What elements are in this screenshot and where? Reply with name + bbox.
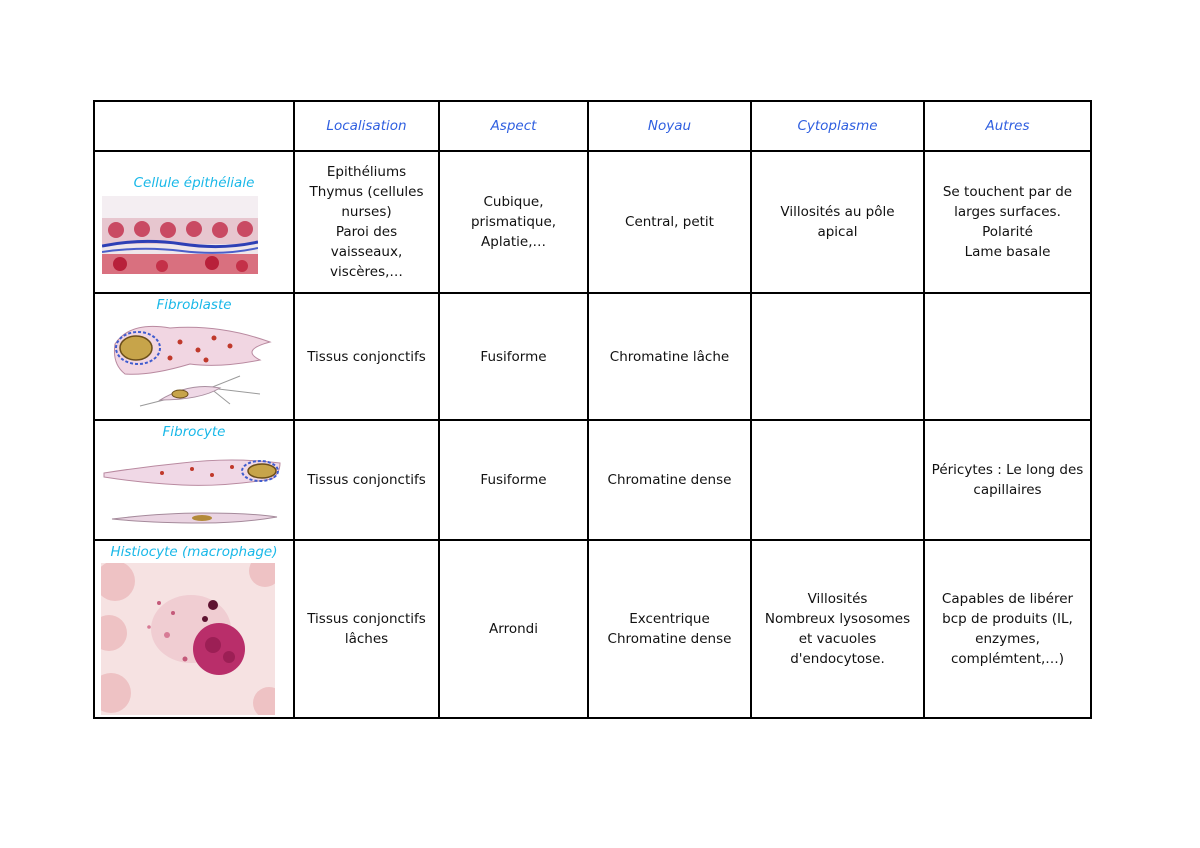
cytoplasme-cell xyxy=(751,293,924,420)
localisation-cell xyxy=(294,540,439,718)
cell-type-cell xyxy=(94,420,294,540)
cell-name: Fibroblaste xyxy=(156,297,232,313)
text-line: Lame basale xyxy=(964,244,1051,260)
text-line: d'endocytose. xyxy=(790,651,885,667)
text-line: Villosités xyxy=(807,591,868,607)
text-line: Fusiforme xyxy=(480,348,547,365)
cytoplasme-cell xyxy=(751,420,924,540)
text-line: Chromatine lâche xyxy=(609,348,730,365)
table-row xyxy=(94,420,1091,540)
text-line: et vacuoles xyxy=(798,631,877,647)
fibroblast-image xyxy=(110,316,280,414)
text-line: Paroi des xyxy=(335,224,398,240)
text-line: viscères,… xyxy=(330,264,403,280)
localisation-cell xyxy=(294,420,439,540)
cell-type-cell xyxy=(94,293,294,420)
autres-cell xyxy=(924,151,1091,293)
text-line: Péricytes : Le long des xyxy=(931,462,1084,478)
cell-name: Fibrocyte xyxy=(162,424,226,440)
autres-cell xyxy=(924,293,1091,420)
text-line: Tissus conjonctifs xyxy=(307,611,426,627)
text-line: Se touchent par de xyxy=(942,184,1073,200)
text-line: enzymes, xyxy=(975,631,1040,647)
header-noyau: Noyau xyxy=(588,101,751,151)
aspect-cell xyxy=(439,420,588,540)
text-line: capillaires xyxy=(973,482,1042,498)
fibrocyte-image xyxy=(102,443,282,533)
text-line: nurses) xyxy=(341,204,392,220)
cytoplasme-cell xyxy=(751,540,924,718)
cell-type-cell xyxy=(94,540,294,718)
text-line: Chromatine dense xyxy=(607,472,732,488)
text-line: prismatique, xyxy=(470,214,557,230)
noyau-cell xyxy=(588,293,751,420)
text-line: Chromatine dense xyxy=(607,631,732,647)
text-line: Arrondi xyxy=(489,621,538,637)
table-row xyxy=(94,151,1091,293)
text-line: Thymus (cellules xyxy=(309,184,424,200)
header-row xyxy=(94,101,1091,151)
text-line: Tissus conjonctifs xyxy=(307,472,426,488)
aspect-cell xyxy=(439,540,588,718)
text-line: complémtent,…) xyxy=(950,651,1065,667)
autres-cell xyxy=(924,540,1091,718)
epithelial-cells-image xyxy=(102,196,258,274)
aspect-cell xyxy=(439,293,588,420)
text-line: apical xyxy=(817,224,858,240)
text-line: Nombreux lysosomes xyxy=(764,611,911,627)
table-row xyxy=(94,293,1091,420)
header-localisation: Localisation xyxy=(294,101,439,151)
text-line: larges surfaces. xyxy=(954,204,1061,220)
text-line: Central, petit xyxy=(625,214,714,230)
header-cytoplasme: Cytoplasme xyxy=(751,101,924,151)
text-line: Epithéliums xyxy=(326,164,407,180)
cell-name: Cellule épithéliale xyxy=(133,175,255,191)
table-row xyxy=(94,540,1091,718)
text-line: Aplatie,… xyxy=(481,234,546,250)
text-line: Villosités au pôle xyxy=(780,204,895,220)
header-aspect: Aspect xyxy=(439,101,588,151)
text-line: Cubique, xyxy=(483,194,544,210)
text-line: Capables de libérer xyxy=(941,591,1074,607)
cell-type-cell xyxy=(94,151,294,293)
cell-comparison-table xyxy=(93,100,1092,719)
aspect-cell xyxy=(439,151,588,293)
localisation-cell xyxy=(294,293,439,420)
macrophage-image xyxy=(101,563,275,715)
text-line: bcp de produits (IL, xyxy=(942,611,1073,627)
autres-cell xyxy=(924,420,1091,540)
noyau-cell xyxy=(588,151,751,293)
text-line: lâches xyxy=(344,631,389,647)
noyau-cell xyxy=(588,540,751,718)
cytoplasme-cell xyxy=(751,151,924,293)
localisation-cell xyxy=(294,151,439,293)
cell-name: Histiocyte (macrophage) xyxy=(110,544,278,560)
text-line: Excentrique xyxy=(629,611,710,627)
text-line: Tissus conjonctifs xyxy=(307,348,426,365)
noyau-cell xyxy=(588,420,751,540)
text-line: Fusiforme xyxy=(480,472,547,488)
header-autres: Autres xyxy=(924,101,1091,151)
text-line: Polarité xyxy=(982,224,1033,240)
header-empty xyxy=(94,101,294,151)
text-line: vaisseaux, xyxy=(330,244,403,260)
